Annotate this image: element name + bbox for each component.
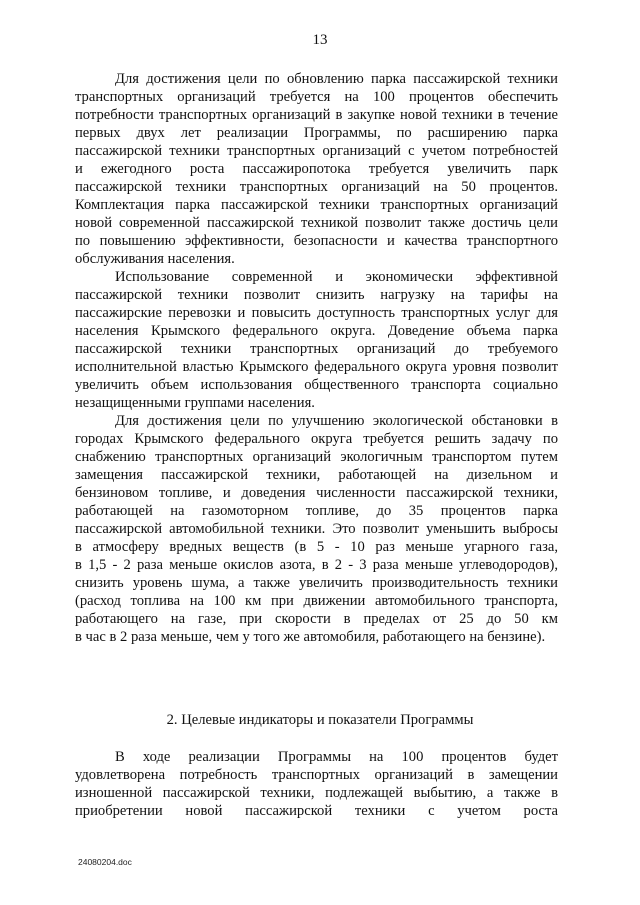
text-line: Для достижения цели по обновлению парка пассажирской техники: [115, 71, 558, 87]
text-line: Использование современной и экономически эффективной: [115, 269, 558, 285]
text-line: Для достижения цели по улучшению экологической обстановки в: [115, 413, 558, 429]
text-line: Комплектация парка пассажирской техники транспортных организаций: [75, 197, 558, 213]
paragraph-4: [75, 748, 558, 820]
text-line: в атмосферу вредных веществ (в 5 - 10 раз меньше угарного газа,: [75, 539, 558, 555]
text-line: городах Крымского федерального округа требуется решить задачу по: [75, 431, 558, 447]
section-heading: 2. Целевые индикаторы и показатели Программы: [166, 712, 474, 728]
text-line: увеличить объем использования общественного транспорта социально: [75, 377, 558, 393]
text-line: первых двух лет реализации Программы, по расширению парка: [75, 125, 558, 141]
text-line: новой современной пассажирской техникой позволит также достичь цели: [75, 215, 558, 231]
text-line: бензиновом топливе, и доведения численности пассажирской техники,: [75, 485, 558, 501]
text-line: удовлетворена потребность транспортных организаций в замещении: [75, 767, 558, 783]
paragraph-3: [75, 412, 558, 646]
text-line: по повышению эффективности, безопасности и качества транспортного: [75, 233, 558, 249]
text-line: потребности транспортных организаций в закупке новой техники в течение: [75, 107, 558, 123]
text-line: в час в 2 раза меньше, чем у того же автомобиля, работающего на бензине).: [75, 629, 546, 645]
text-line: обслуживания населения.: [75, 251, 235, 267]
text-line: (расход топлива на 100 км при движении автомобильного транспорта,: [75, 593, 558, 609]
text-line: пассажирской техники транспортных организаций до требуемого: [75, 341, 558, 357]
document-body: [75, 70, 558, 646]
page-number: 13: [312, 32, 328, 48]
text-line: приобретении новой пассажирской техники с учетом роста: [75, 803, 558, 819]
text-line: исполнительной властью Крымского федерального округа уровня позволит: [75, 359, 558, 375]
text-line: пассажирской автомобильной техники. Это позволит уменьшить выбросы: [75, 521, 558, 537]
text-line: и ежегодного роста пассажиропотока требуется увеличить парк: [75, 161, 558, 177]
paragraph-2: [75, 268, 558, 412]
text-line: пассажирской техники позволит снизить нагрузку на тарифы на: [75, 287, 558, 303]
text-line: снабжению транспортных организаций экологичным транспортом путем: [75, 449, 558, 465]
text-line: работающей на газомоторном топливе, до 35 процентов парка: [75, 503, 558, 519]
text-line: незащищенными группами населения.: [75, 395, 315, 411]
footer-filename: 24080204.doc: [78, 857, 132, 867]
text-line: транспортных организаций требуется на 100 процентов обеспечить: [75, 89, 558, 105]
text-line: изношенной пассажирской техники, подлежащей выбытию, а также в: [75, 785, 558, 801]
paragraph-1: [75, 70, 558, 268]
text-line: В ходе реализации Программы на 100 процентов будет: [115, 749, 558, 765]
text-line: пассажирской техники транспортных организаций на 50 процентов.: [75, 179, 558, 195]
text-line: работающего на газе, при скорости в пределах от 25 до 50 км: [75, 611, 558, 627]
text-line: снизить уровень шума, а также увеличить производительность техники: [75, 575, 558, 591]
text-line: населения Крымского федерального округа. Доведение объема парка: [75, 323, 558, 339]
text-line: пассажирские перевозки и повысить доступность транспортных услуг для: [75, 305, 558, 321]
text-line: пассажирской техники транспортных организаций с учетом потребностей: [75, 143, 558, 159]
text-line: в 1,5 - 2 раза меньше окислов азота, в 2 - 3 раза меньше углеводородов),: [75, 557, 558, 573]
text-line: замещения пассажирской техники, работающей на дизельном и: [75, 467, 558, 483]
